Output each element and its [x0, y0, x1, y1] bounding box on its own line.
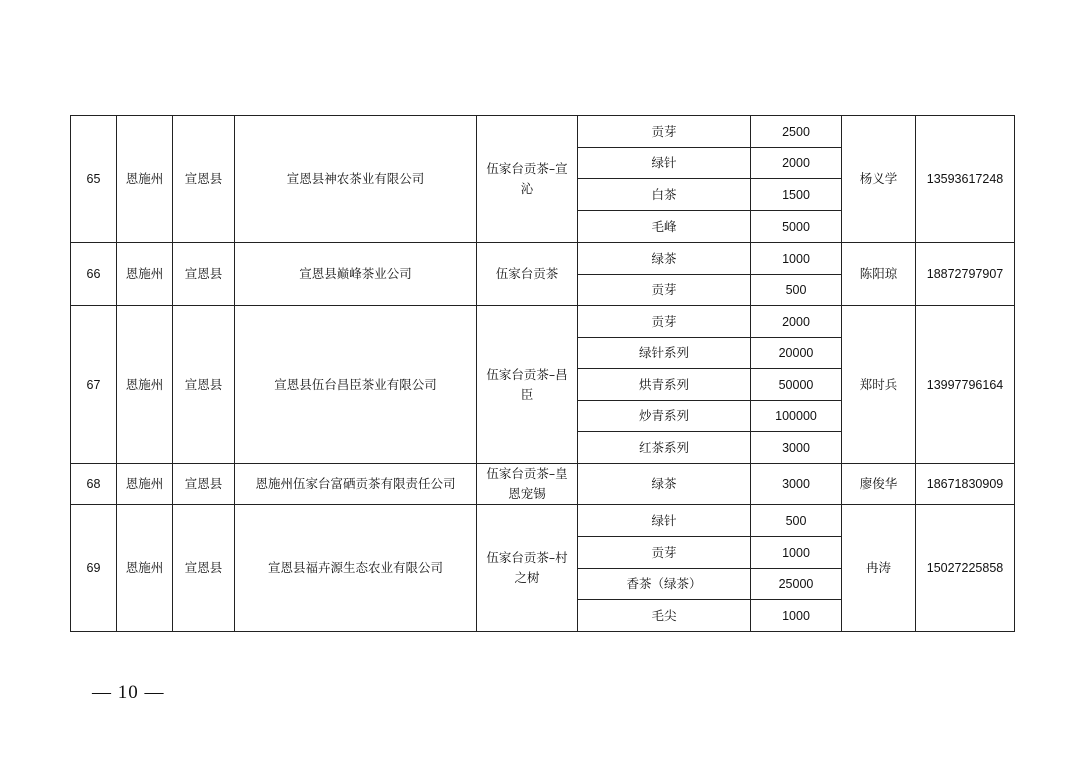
quantity-cell: 100000 [751, 401, 842, 432]
company-cell: 宣恩县伍台昌臣茶业有限公司 [235, 306, 477, 464]
quantity-cell: 1000 [751, 537, 842, 569]
contact-cell: 郑时兵 [842, 306, 916, 464]
product-name-cell: 炒青系列 [578, 401, 751, 432]
product-name-cell: 绿茶 [578, 243, 751, 275]
quantity-cell: 25000 [751, 569, 842, 600]
contact-cell: 冉涛 [842, 505, 916, 632]
row-number-cell: 65 [71, 116, 117, 243]
phone-cell: 18671830909 [916, 464, 1015, 505]
product-name-cell: 毛峰 [578, 211, 751, 243]
product-name-cell: 绿针 [578, 148, 751, 179]
county-cell: 宣恩县 [173, 464, 235, 505]
quantity-cell: 1000 [751, 243, 842, 275]
product-name-cell: 红茶系列 [578, 432, 751, 464]
table-row [71, 505, 1015, 537]
quantity-cell: 1500 [751, 179, 842, 211]
contact-cell: 陈阳琼 [842, 243, 916, 306]
quantity-cell: 2500 [751, 116, 842, 148]
brand-cell: 伍家台贡茶 [477, 243, 578, 306]
county-cell: 宣恩县 [173, 243, 235, 306]
phone-cell: 18872797907 [916, 243, 1015, 306]
product-name-cell: 绿针 [578, 505, 751, 537]
tea-enterprise-table [70, 115, 1015, 632]
quantity-cell: 50000 [751, 369, 842, 401]
brand-cell: 伍家台贡茶–宣沁 [477, 116, 578, 243]
phone-cell: 13593617248 [916, 116, 1015, 243]
brand-cell: 伍家台贡茶–皇恩宠锡 [477, 464, 578, 505]
prefecture-cell: 恩施州 [117, 116, 173, 243]
county-cell: 宣恩县 [173, 505, 235, 632]
product-name-cell: 贡芽 [578, 537, 751, 569]
prefecture-cell: 恩施州 [117, 306, 173, 464]
row-number-cell: 67 [71, 306, 117, 464]
phone-cell: 13997796164 [916, 306, 1015, 464]
product-name-cell: 香茶（绿茶） [578, 569, 751, 600]
prefecture-cell: 恩施州 [117, 243, 173, 306]
product-name-cell: 贡芽 [578, 306, 751, 338]
county-cell: 宣恩县 [173, 306, 235, 464]
table-row [71, 116, 1015, 148]
brand-cell: 伍家台贡茶–村之树 [477, 505, 578, 632]
brand-cell: 伍家台贡茶–昌臣 [477, 306, 578, 464]
quantity-cell: 5000 [751, 211, 842, 243]
product-name-cell: 毛尖 [578, 600, 751, 632]
table-row [71, 306, 1015, 338]
row-number-cell: 69 [71, 505, 117, 632]
table-body [71, 116, 1015, 632]
prefecture-cell: 恩施州 [117, 505, 173, 632]
quantity-cell: 3000 [751, 432, 842, 464]
row-number-cell: 68 [71, 464, 117, 505]
company-cell: 宣恩县福卉源生态农业有限公司 [235, 505, 477, 632]
table-row [71, 243, 1015, 275]
product-name-cell: 绿针系列 [578, 338, 751, 369]
quantity-cell: 1000 [751, 600, 842, 632]
contact-cell: 杨义学 [842, 116, 916, 243]
quantity-cell: 3000 [751, 464, 842, 505]
quantity-cell: 500 [751, 275, 842, 306]
phone-cell: 15027225858 [916, 505, 1015, 632]
prefecture-cell: 恩施州 [117, 464, 173, 505]
quantity-cell: 20000 [751, 338, 842, 369]
county-cell: 宣恩县 [173, 116, 235, 243]
page-number: — 10 — [92, 682, 165, 703]
product-name-cell: 绿茶 [578, 464, 751, 505]
product-name-cell: 烘青系列 [578, 369, 751, 401]
product-name-cell: 白茶 [578, 179, 751, 211]
quantity-cell: 2000 [751, 306, 842, 338]
row-number-cell: 66 [71, 243, 117, 306]
table-row [71, 464, 1015, 505]
company-cell: 宣恩县神农茶业有限公司 [235, 116, 477, 243]
contact-cell: 廖俊华 [842, 464, 916, 505]
company-cell: 恩施州伍家台富硒贡茶有限责任公司 [235, 464, 477, 505]
company-cell: 宣恩县巅峰茶业公司 [235, 243, 477, 306]
quantity-cell: 2000 [751, 148, 842, 179]
product-name-cell: 贡芽 [578, 275, 751, 306]
product-name-cell: 贡芽 [578, 116, 751, 148]
quantity-cell: 500 [751, 505, 842, 537]
